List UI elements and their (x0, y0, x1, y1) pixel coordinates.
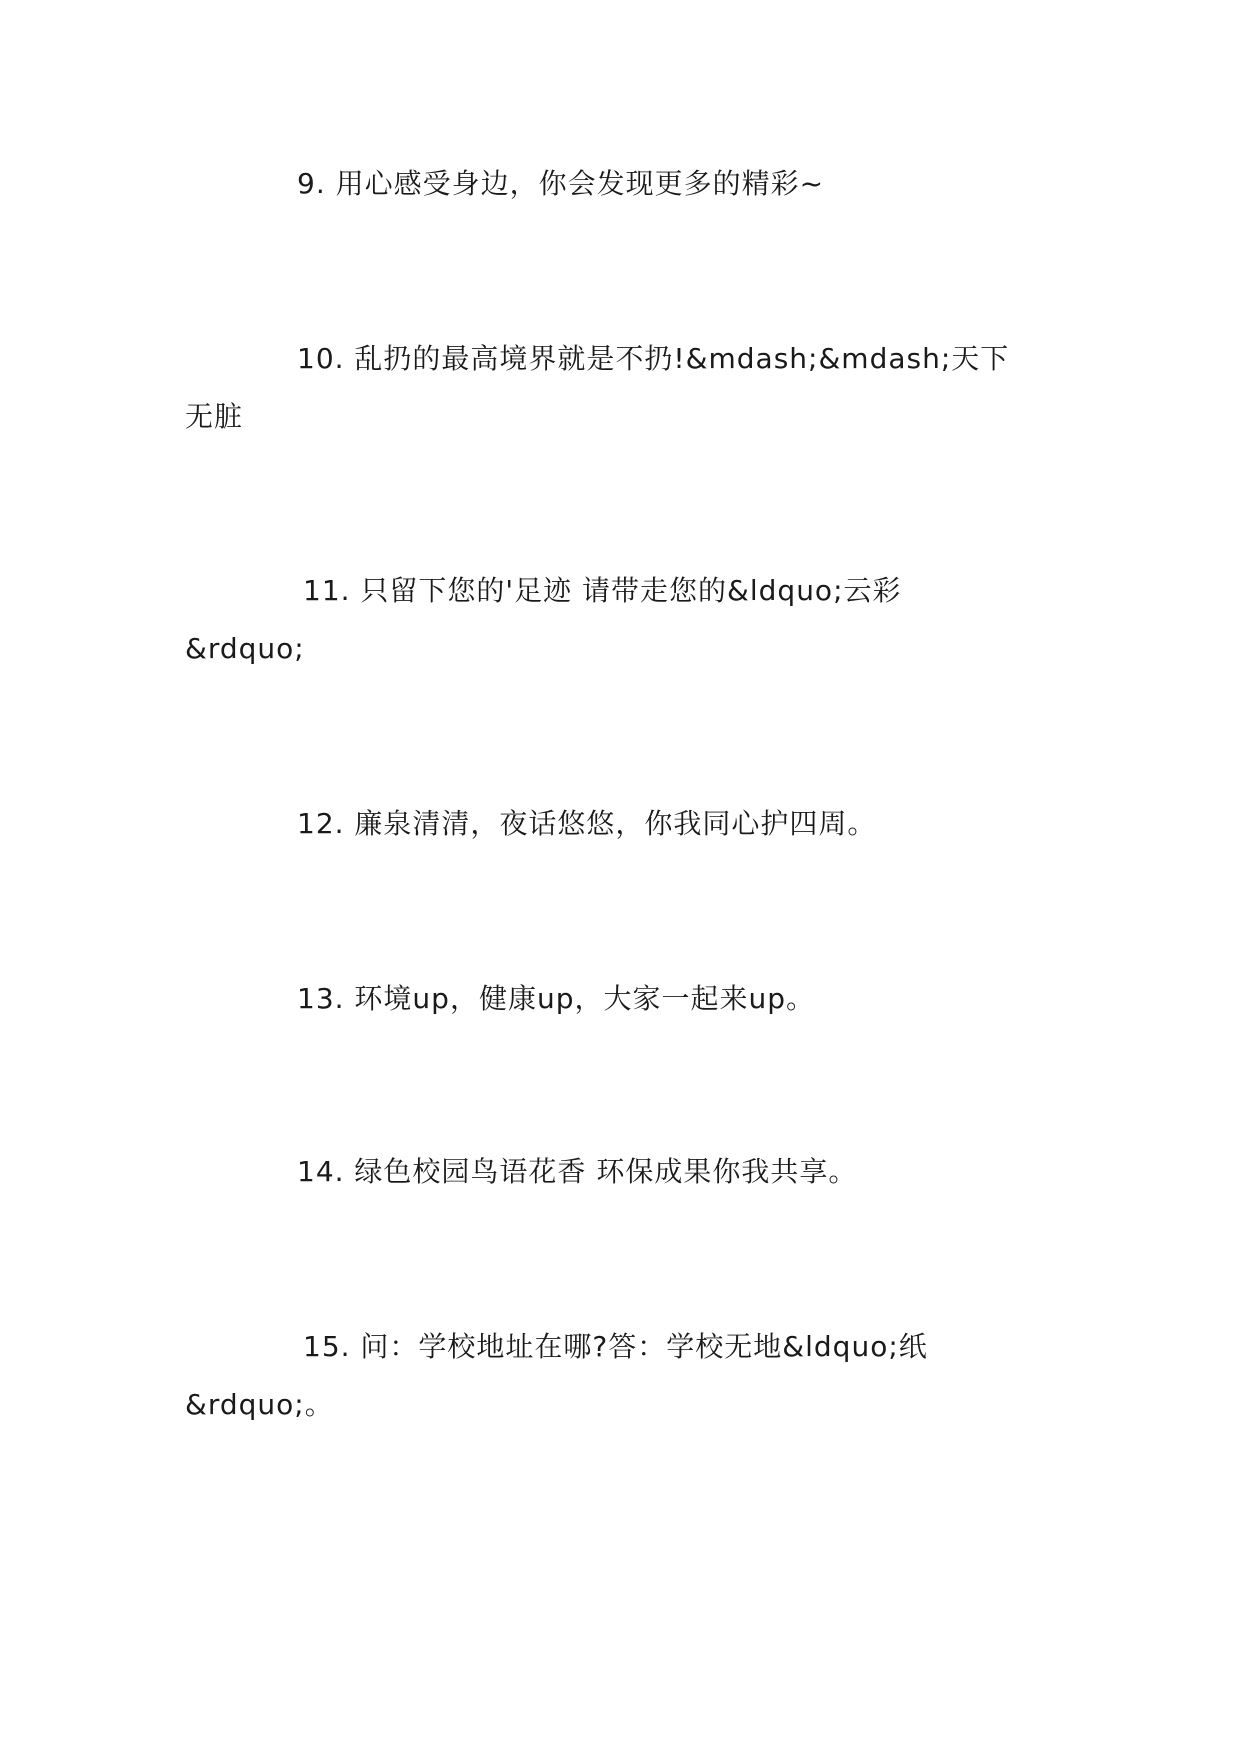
slogan-15-line-2: &rdquo;。 (185, 1388, 334, 1421)
slogan-11-line-1: 11. 只留下您的'足迹 请带走您的&ldquo;云彩 (303, 574, 902, 607)
slogan-13: 13. 环境up，健康up，大家一起来up。 (297, 982, 815, 1015)
slogan-10-line-2: 无脏 (185, 400, 244, 433)
slogan-10-line-1: 10. 乱扔的最高境界就是不扔!&mdash;&mdash;天下 (297, 342, 1010, 375)
slogan-14: 14. 绿色校园鸟语花香 环保成果你我共享。 (297, 1155, 858, 1188)
slogan-12: 12. 廉泉清清，夜话悠悠，你我同心护四周。 (297, 807, 877, 840)
slogan-15-line-1: 15. 问：学校地址在哪?答：学校无地&ldquo;纸 (303, 1330, 928, 1363)
slogan-9: 9. 用心感受身边，你会发现更多的精彩~ (297, 167, 825, 200)
slogan-11-line-2: &rdquo; (185, 632, 305, 665)
